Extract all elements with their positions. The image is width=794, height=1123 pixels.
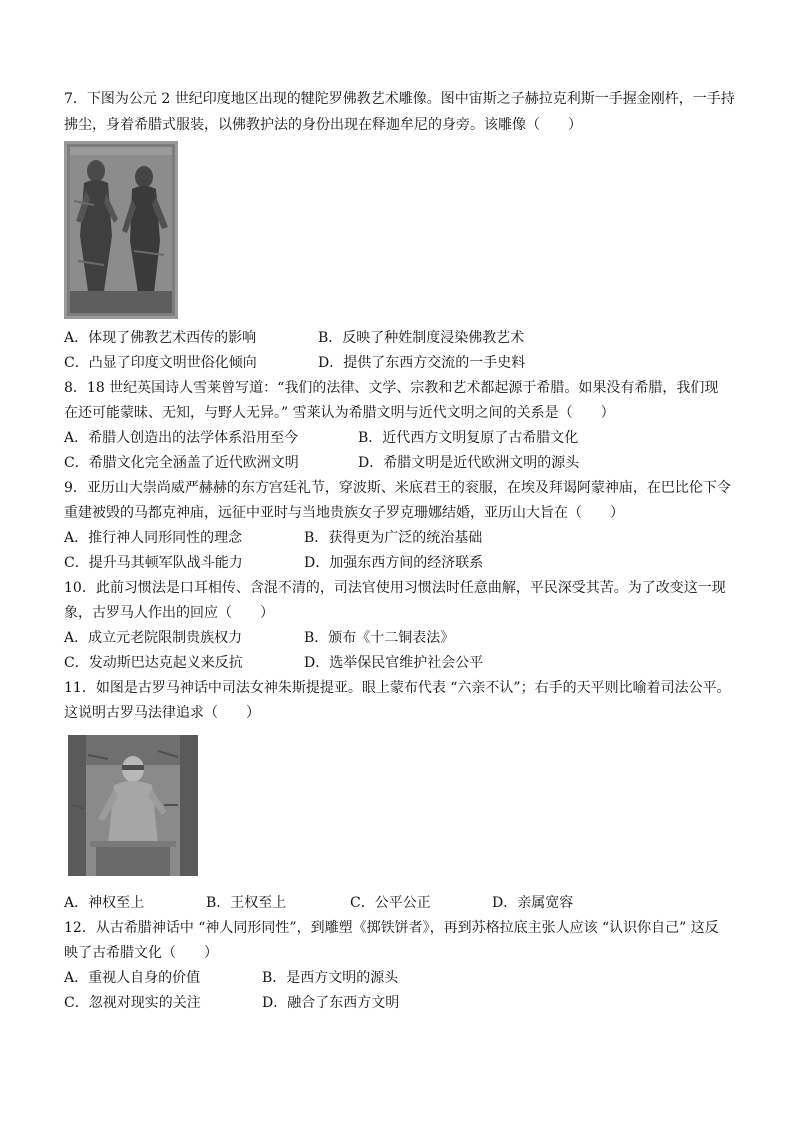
q7-option-a[interactable]: A．体现了佛教艺术西传的影响 [64, 330, 257, 346]
q12-stem-line-2: 映了古希腊文化（ ） [64, 945, 218, 961]
q10-option-a[interactable]: A．成立元老院限制贵族权力 [64, 630, 243, 646]
q9-option-a[interactable]: A．推行神人同形同性的理念 [64, 530, 243, 546]
q7-stem-line-2: 拂尘，身着希腊式服装，以佛教护法的身份出现在释迦牟尼的身旁。该雕像（ ） [64, 117, 582, 133]
q9-stem-line-1: 9．亚历山大崇尚威严赫赫的东方宫廷礼节，穿波斯、米底君王的衮服，在埃及拜谒阿蒙神庙，在巴比伦下令 [64, 480, 731, 496]
q8-option-a[interactable]: A．希腊人创造出的法学体系沿用至今 [64, 430, 299, 446]
q11-stem-line-1: 11．如图是古罗马神话中司法女神朱斯提提亚。眼上蒙布代表 “六亲不认”；右手的天平则比喻着司法公平。 [64, 680, 731, 696]
q10-option-c[interactable]: C．发动斯巴达克起义来反抗 [64, 655, 243, 671]
q12-option-c[interactable]: C．忽视对现实的关注 [64, 995, 201, 1011]
q11-option-b[interactable]: B．王权至上 [206, 895, 287, 911]
justitia-statue-image [68, 735, 198, 876]
q9-option-c[interactable]: C．提升马其顿军队战斗能力 [64, 555, 243, 571]
gandhara-relief-image [64, 141, 178, 319]
q8-stem-line-2: 在还可能蒙昧、无知，与野人无异。” 雪莱认为希腊文明与近代文明之间的关系是（ ） [64, 405, 615, 421]
q10-option-d[interactable]: D．选举保民官维护社会公平 [304, 655, 484, 671]
q12-stem-line-1: 12．从古希腊神话中 “神人同形同性”，到雕塑《掷铁饼者》，再到苏格拉底主张人应该 “认识你自己” 这反 [64, 920, 719, 936]
q9-stem-line-2: 重建被毁的马都克神庙，远征中亚时与当地贵族女子罗克珊娜结婚，亚历山大旨在（ ） [64, 505, 624, 521]
q10-stem-line-2: 象，古罗马人作出的回应（ ） [64, 605, 274, 621]
q7-option-b[interactable]: B．反映了种姓制度浸染佛教艺术 [318, 330, 525, 346]
q9-option-b[interactable]: B．获得更为广泛的统治基础 [304, 530, 483, 546]
q8-option-c[interactable]: C．希腊文化完全涵盖了近代欧洲文明 [64, 455, 299, 471]
q9-option-d[interactable]: D．加强东西方间的经济联系 [304, 555, 484, 571]
q10-option-b[interactable]: B．颁布《十二铜表法》 [304, 630, 455, 646]
q11-option-c[interactable]: C．公平公正 [350, 895, 431, 911]
q7-option-c[interactable]: C．凸显了印度文明世俗化倾向 [64, 355, 257, 371]
q8-option-b[interactable]: B．近代西方文明复原了古希腊文化 [358, 430, 579, 446]
q11-stem-line-2: 这说明古罗马法律追求（ ） [64, 705, 260, 721]
q10-stem-line-1: 10．此前习惯法是口耳相传、含混不清的，司法官使用习惯法时任意曲解，平民深受其苦。为了改变这一现 [64, 580, 726, 596]
q12-option-b[interactable]: B．是西方文明的源头 [262, 970, 399, 986]
q7-stem-line-1: 7．下图为公元 2 世纪印度地区出现的犍陀罗佛教艺术雕像。图中宙斯之子赫拉克利斯一手握金刚杵，一手持 [64, 91, 735, 107]
q8-option-d[interactable]: D．希腊文明是近代欧洲文明的源头 [358, 455, 580, 471]
q12-option-d[interactable]: D．融合了东西方文明 [262, 995, 400, 1011]
q8-stem-line-1: 8．18 世纪英国诗人雪莱曾写道：“我们的法律、文学、宗教和艺术都起源于希腊。如果没有希腊，我们现 [64, 380, 719, 396]
q12-option-a[interactable]: A．重视人自身的价值 [64, 970, 201, 986]
q7-option-d[interactable]: D．提供了东西方交流的一手史料 [318, 355, 526, 371]
q11-option-a[interactable]: A．神权至上 [64, 895, 145, 911]
q11-option-d[interactable]: D．亲属宽容 [492, 895, 574, 911]
